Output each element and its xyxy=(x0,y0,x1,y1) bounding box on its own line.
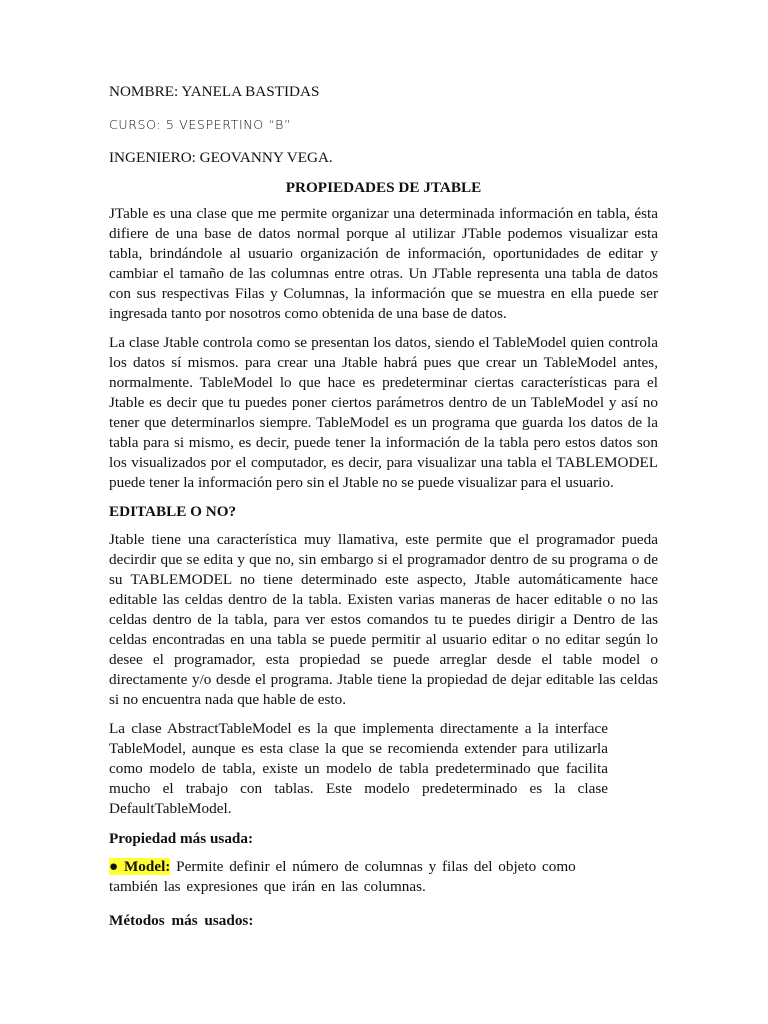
intro-paragraph: JTable es una clase que me permite organizar una determinada información en tabla, ésta difiere de una base de datos normal porque al utilizar JTable podemos visualizar esta tabla, brindándole al usuario organización de información, oportunidades de editar y cambiar el tamaño de las columnas entre otras. Un JTable representa una tabla de datos con sus respectivas Filas y Columnas, la información que se muestra en ella puede ser ingresada tanto por nosotros como obtenida de una base de datos. xyxy=(109,205,658,322)
editable-paragraph: Jtable tiene una característica muy llamativa, este permite que el programador pueda decirdir que se edita y que no, sin embargo si el programador dentro de su programa o de su TABLEMODEL no tiene determinado este aspecto, Jtable automáticamente hace editable las celdas dentro de la tabla. Existen varias maneras de hacer editable o no las celdas dentro de la tabla, para ver estos comandos tu te puedes dirigir a Dentro de las celdas encontradas en una tabla se puede permitir al usuario editar o no editar según lo desee el programador, esta propiedad se puede arreglar desde el table model o directamente y/o desde el programa. Jtable tiene la propiedad de dejar editable las celdas si no encuentra nada que hable de esto. xyxy=(109,531,658,708)
document-title: PROPIEDADES DE JTABLE xyxy=(285,179,482,196)
engineer-line: INGENIERO: GEOVANNY VEGA. xyxy=(109,149,333,166)
editable-heading: EDITABLE O NO? xyxy=(109,503,237,520)
tablemodel-paragraph: La clase Jtable controla como se presentan los datos, siendo el TableModel quien controla los datos sí mismos. para crear una Jtable habrá pues que crear un TableModel antes, normalmente. TableModel lo que hace es predeterminar ciertas características para el Jtable es decir que tu puedes poner ciertos parámetros dentro de un TableModel y así no tener que determinarlos siempre. TableModel es un programa que guarda los datos de la tabla para si mismo, es decir, puede tener la información de la tabla pero estos datos son los visualizados por el computador, es decir, para visualizar una tabla el TABLEMODEL puede tener la información pero sin el Jtable no se puede visualizar para el usuario. xyxy=(109,334,658,491)
course-line: CURSO: 5 VESPERTINO “B” xyxy=(109,117,292,132)
abstract-tablemodel-paragraph: La clase AbstractTableModel es la que implementa directamente a la interface TableModel, aunque es esta clase la que se recomienda extender para utilizarla como modelo de tabla, existe un modelo de tabla predeterminado que facilita mucho el trabajo con tablas. Este modelo predeterminado es la clase DefaultTableModel. xyxy=(109,720,608,817)
model-bullet-item xyxy=(109,857,658,897)
propiedad-heading: Propiedad más usada: xyxy=(109,830,254,847)
student-name-line: NOMBRE: YANELA BASTIDAS xyxy=(109,83,320,100)
model-highlight-label: ● Model: xyxy=(109,858,171,875)
model-description: Permite definir el número de columnas y filas del objeto como también las expresiones que irán en las columnas. xyxy=(109,858,576,895)
metodos-heading: Métodos más usados: xyxy=(109,912,254,929)
document-body xyxy=(109,82,658,943)
